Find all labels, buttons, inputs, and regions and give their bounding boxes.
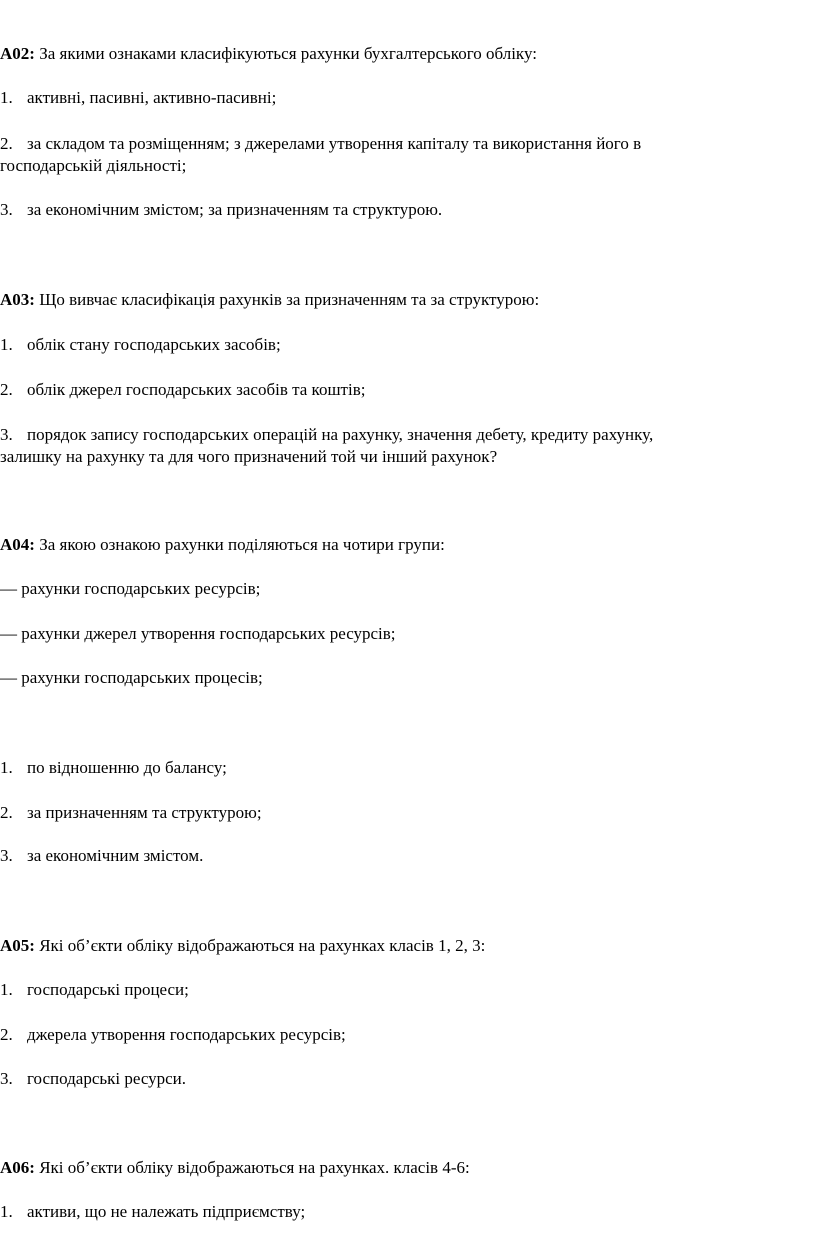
question-a06 — [0, 1158, 470, 1178]
option-number: 1. — [0, 1202, 13, 1221]
option-number: 3. — [0, 1069, 13, 1088]
answer-option — [0, 846, 203, 866]
question-a04 — [0, 535, 445, 555]
option-text: облік джерел господарських засобів та коштів; — [27, 380, 366, 399]
question-text: За якими ознаками класифікуються рахунки бухгалтерського обліку: — [34, 44, 537, 63]
question-a03 — [0, 290, 539, 310]
option-text: активні, пасивні, активно-пасивні; — [27, 88, 277, 107]
option-text: активи, що не належать підприємству; — [27, 1202, 306, 1221]
answer-option — [0, 1069, 186, 1089]
option-number: 2. — [0, 134, 13, 153]
option-number: 3. — [0, 425, 13, 444]
option-text: за економічним змістом; за призначенням та структурою. — [27, 200, 443, 219]
dash-item: — рахунки джерел утворення господарських ресурсів; — [0, 624, 396, 643]
answer-option — [0, 1025, 346, 1045]
option-number: 1. — [0, 980, 13, 999]
option-text: за складом та розміщенням; з джерелами утворення капіталу та використання його в — [27, 134, 642, 153]
answer-option-continuation: господарській діяльності; — [0, 156, 187, 175]
question-text: За якою ознакою рахунки поділяються на чотири групи: — [34, 535, 445, 554]
option-text: за призначенням та структурою; — [27, 803, 262, 822]
answer-option — [0, 758, 227, 778]
option-text: порядок запису господарських операцій на рахунку, значення дебету, кредиту рахунку, — [27, 425, 654, 444]
option-number: 3. — [0, 846, 13, 865]
question-code: A03: — [0, 290, 35, 309]
question-code: A04: — [0, 535, 35, 554]
option-text: облік стану господарських засобів; — [27, 335, 281, 354]
question-text: Що вивчає класифікація рахунків за призначенням та за структурою: — [34, 290, 540, 309]
question-a02 — [0, 44, 537, 64]
answer-option — [0, 803, 262, 823]
answer-option — [0, 425, 653, 445]
question-text: Які об’єкти обліку відображаються на рахунках. класів 4-6: — [34, 1158, 470, 1177]
dash-item: — рахунки господарських процесів; — [0, 668, 263, 687]
answer-option — [0, 380, 365, 400]
option-number: 3. — [0, 200, 13, 219]
question-code: A05: — [0, 936, 35, 955]
option-text: за економічним змістом. — [27, 846, 204, 865]
dash-item: — рахунки господарських ресурсів; — [0, 579, 261, 598]
question-a05 — [0, 936, 485, 956]
option-number: 2. — [0, 1025, 13, 1044]
option-number: 2. — [0, 803, 13, 822]
answer-option-continuation: залишку на рахунку та для чого призначений той чи інший рахунок? — [0, 447, 498, 466]
option-text: господарські процеси; — [27, 980, 189, 999]
option-number: 1. — [0, 335, 13, 354]
answer-option — [0, 335, 281, 355]
option-number: 1. — [0, 88, 13, 107]
option-number: 2. — [0, 380, 13, 399]
answer-option — [0, 134, 641, 154]
answer-option — [0, 980, 189, 1000]
option-text: по відношенню до балансу; — [27, 758, 227, 777]
answer-option — [0, 1202, 305, 1222]
question-code: A02: — [0, 44, 35, 63]
answer-option — [0, 200, 442, 220]
question-text: Які об’єкти обліку відображаються на рахунках класів 1, 2, 3: — [34, 936, 486, 955]
answer-option — [0, 88, 276, 108]
question-code: A06: — [0, 1158, 35, 1177]
option-text: господарські ресурси. — [27, 1069, 187, 1088]
option-text: джерела утворення господарських ресурсів; — [27, 1025, 346, 1044]
option-number: 1. — [0, 758, 13, 777]
